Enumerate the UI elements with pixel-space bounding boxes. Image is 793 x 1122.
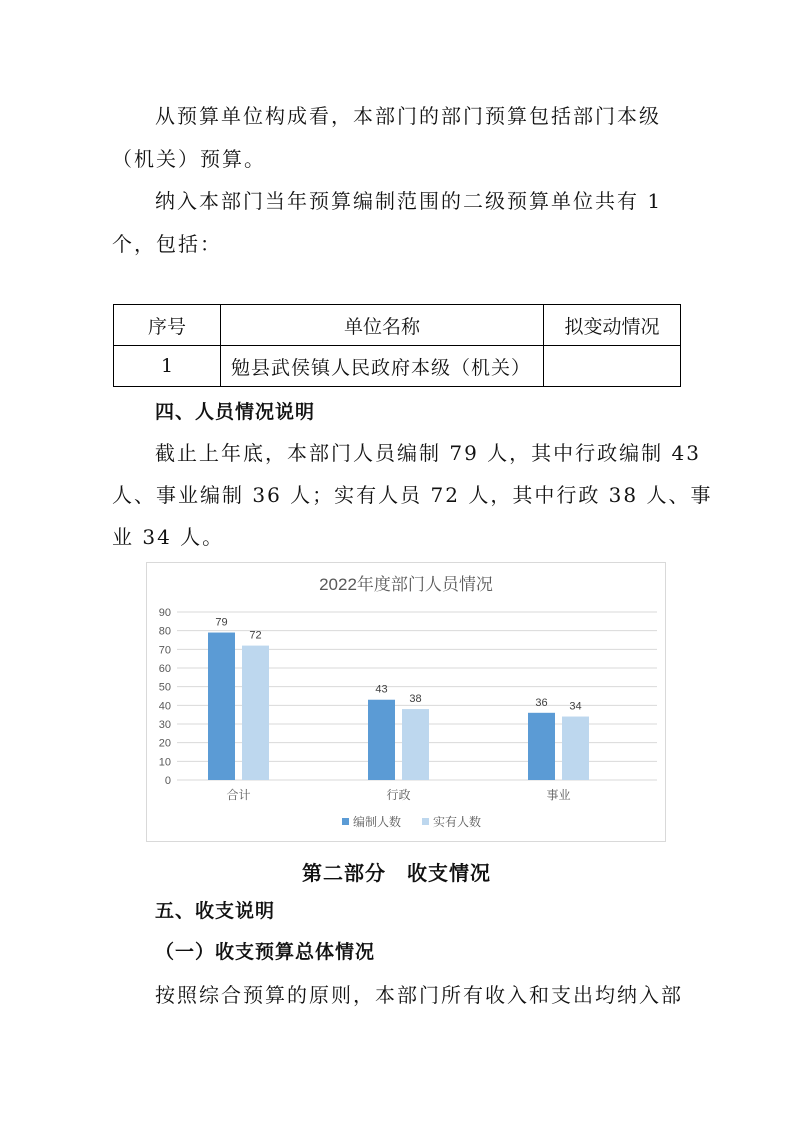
bar [208, 633, 235, 780]
section5-heading: 五、收支说明 [155, 900, 276, 922]
bar [528, 713, 555, 780]
y-tick-label: 10 [158, 756, 171, 769]
y-tick-label: 90 [158, 607, 171, 619]
paragraph-budget-composition-line2: （机关）预算。 [112, 147, 266, 171]
table-header-row [114, 305, 681, 346]
data-label: 38 [409, 693, 422, 706]
header-change-status: 拟变动情况 [544, 305, 681, 346]
x-tick-label: 事业 [546, 788, 571, 802]
bar [562, 717, 589, 780]
y-tick-label: 60 [158, 663, 171, 675]
cell-serial: 1 [114, 346, 221, 387]
data-label: 36 [535, 696, 548, 709]
y-tick-label: 80 [158, 625, 171, 638]
chart-canvas [147, 563, 665, 841]
paragraph-budget-composition-line1: 从预算单位构成看，本部门的部门预算包括部门本级 [155, 104, 661, 128]
header-serial: 序号 [114, 305, 221, 346]
overall-paragraph-line1: 按照综合预算的原则，本部门所有收入和支出均纳入部 [155, 983, 683, 1007]
legend-swatch [422, 818, 429, 825]
subsection-overall-heading: （一）收支预算总体情况 [155, 941, 376, 963]
cell-change-status [544, 346, 681, 387]
chart-title: 2022年度部门人员情况 [319, 575, 493, 594]
data-label: 72 [249, 629, 262, 642]
legend-label: 编制人数 [353, 815, 402, 829]
bar [402, 709, 429, 780]
staffing-paragraph-line3: 业 34 人。 [112, 525, 225, 549]
data-label: 79 [215, 616, 228, 629]
cell-unit-name: 勉县武侯镇人民政府本级（机关） [221, 346, 544, 387]
unit-table [113, 304, 681, 387]
paragraph-secondary-units-line2: 个，包括： [112, 232, 222, 256]
legend-swatch [342, 818, 349, 825]
staffing-paragraph-line1: 截止上年底，本部门人员编制 79 人，其中行政编制 43 [155, 441, 701, 465]
part2-title: 第二部分 收支情况 [302, 861, 491, 885]
y-tick-label: 0 [164, 775, 171, 787]
x-tick-label: 合计 [226, 788, 251, 802]
bar [242, 646, 269, 780]
y-tick-label: 50 [158, 681, 171, 694]
x-tick-label: 行政 [386, 788, 411, 802]
table-row [114, 346, 681, 387]
section4-heading: 四、人员情况说明 [155, 401, 316, 423]
header-unit-name: 单位名称 [221, 305, 544, 346]
paragraph-secondary-units-line1: 纳入本部门当年预算编制范围的二级预算单位共有 1 [155, 189, 663, 213]
data-label: 34 [569, 700, 582, 713]
y-tick-label: 40 [158, 700, 171, 713]
bar [368, 700, 395, 780]
y-tick-label: 30 [158, 719, 171, 731]
y-tick-label: 20 [158, 737, 171, 750]
legend-label: 实有人数 [433, 815, 482, 829]
data-label: 43 [375, 683, 388, 696]
staffing-paragraph-line2: 人、事业编制 36 人；实有人员 72 人，其中行政 38 人、事 [112, 483, 713, 507]
y-tick-label: 70 [158, 644, 171, 657]
staffing-chart [146, 562, 666, 842]
